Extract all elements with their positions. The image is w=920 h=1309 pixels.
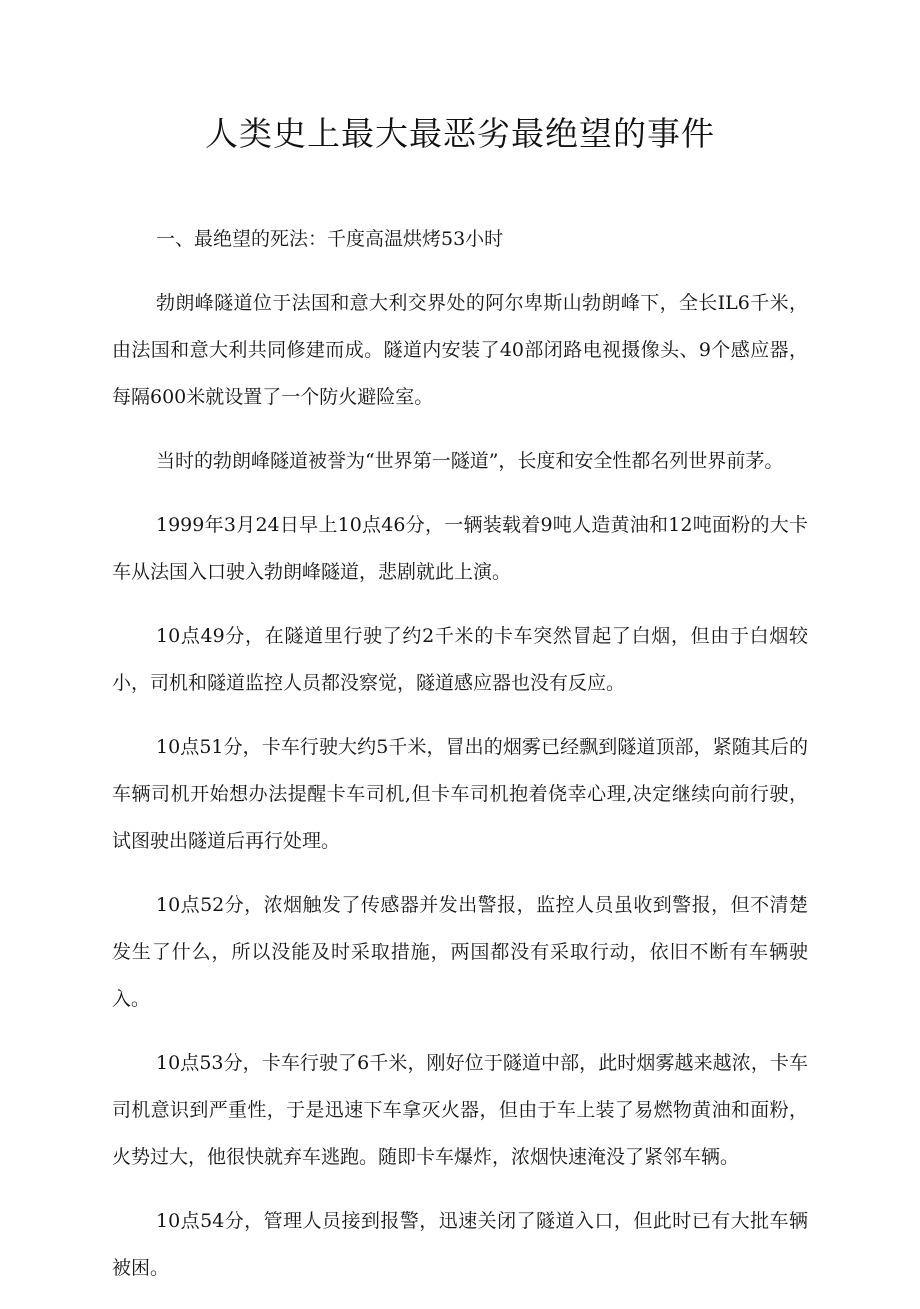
section-heading: 一、最绝望的死法：千度高温烘烤53小时: [156, 228, 504, 250]
paragraph: 10点54分，管理人员接到报警，迅速关闭了隧道入口，但此时已有大批车辆被困。: [112, 1210, 808, 1279]
paragraph: 10点52分，浓烟触发了传感器并发出警报，监控人员虽收到警报，但不清楚发生了什么，所以没能及时采取措施，两国都没有采取行动，依旧不断有车辆驶入。: [112, 894, 808, 1010]
paragraph: 10点51分，卡车行驶大约5千米，冒出的烟雾已经飘到隧道顶部，紧随其后的车辆司机开始想办法提醒卡车司机,但卡车司机抱着侥幸心理,决定继续向前行驶，试图驶出隧道后再行处理。: [112, 736, 808, 852]
paragraph: 1999年3月24日早上10点46分，一辆装载着9吨人造黄油和12吨面粉的大卡车从法国入口驶入勃朗峰隧道，悲剧就此上演。: [112, 514, 808, 583]
paragraph: 10点53分，卡车行驶了6千米，刚好位于隧道中部，此时烟雾越来越浓，卡车司机意识到严重性，于是迅速下车拿灭火器，但由于车上装了易燃物黄油和面粉，火势过大，他很快就弃车逃跑。随即卡车爆炸，浓烟快速淹没了紧邻车辆。: [112, 1052, 808, 1168]
paragraph: 10点49分，在隧道里行驶了约2千米的卡车突然冒起了白烟，但由于白烟较小，司机和隧道监控人员都没察觉，隧道感应器也没有反应。: [112, 625, 808, 694]
document-body: [112, 216, 808, 1309]
paragraph: 当时的勃朗峰隧道被誉为“世界第一隧道”，长度和安全性都名列世界前茅。: [156, 450, 784, 472]
document-title: 人类史上最大最恶劣最绝望的事件: [205, 114, 715, 153]
paragraph: 勃朗峰隧道位于法国和意大利交界处的阿尔卑斯山勃朗峰下，全长IL6千米，由法国和意大利共同修建而成。隧道内安装了40部闭路电视摄像头、9个感应器，每隔600米就设置了一个防火避险室。: [112, 292, 808, 408]
